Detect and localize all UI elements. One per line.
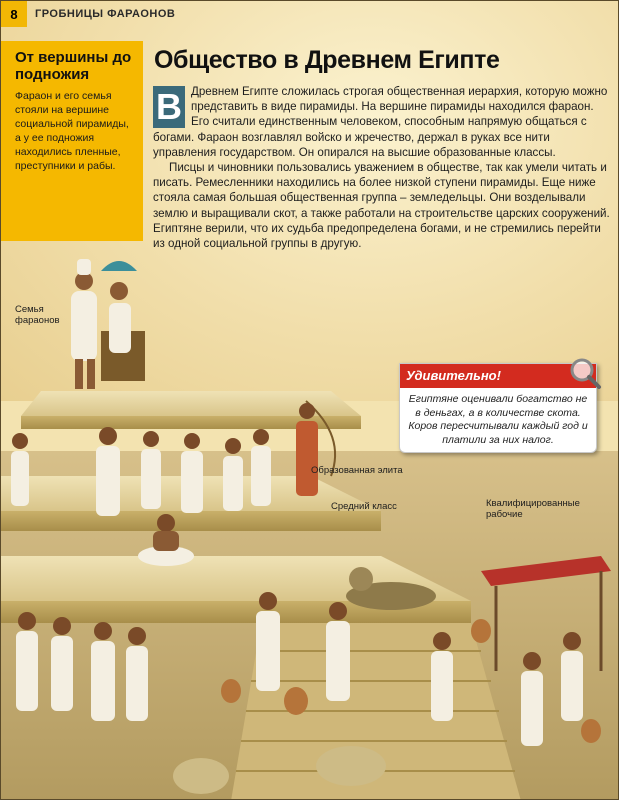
drop-cap: В xyxy=(153,86,185,128)
paragraph-2: Писцы и чиновники пользовались уважением в обществе, так как умели читать и писать. Ремесленники находились на более низкой ступени пирамиды. Еще ниже стояла самая большая общественная группа – земледельцы. Они возделывали землю и выращивали скот, а также работали на строительстве царских сооружений. Египтяне верили, что их судьба предопределена богами, и не стремились перейти из одной социальной группы в другую. xyxy=(153,161,610,251)
sidebar-title: От вершины до подножия xyxy=(15,49,132,83)
callout-text: Египтяне оценивали богатство не в деньгах, а в количестве скота. Коров пересчитывали каждый год и платили за них налог. xyxy=(408,393,588,446)
article-title: Общество в Древнем Египте xyxy=(154,46,500,74)
label-educated-elite: Образованная элита xyxy=(311,465,403,476)
label-skilled-workers: Квалифицированные рабочие xyxy=(486,498,580,520)
pharaoh-figures xyxy=(71,259,145,389)
page-header xyxy=(1,1,619,27)
magnifier-icon xyxy=(568,356,602,390)
page-number: 8 xyxy=(1,1,27,27)
label-pharaoh-family: Семья фараонов xyxy=(15,304,60,326)
section-title: ГРОБНИЦЫ ФАРАОНОВ xyxy=(35,8,176,20)
sidebar-text: Фараон и его семья стояли на вершине социальной пирамиды, а у ее подножия находились пленные, преступники и рабы. xyxy=(15,90,129,172)
paragraph-1 xyxy=(153,84,611,160)
article-body xyxy=(153,84,611,251)
callout-title-text: Удивительно! xyxy=(406,368,501,383)
sidebar-box xyxy=(1,41,143,241)
callout-title xyxy=(400,364,596,388)
label-middle-class: Средний класс xyxy=(331,501,397,512)
paragraph-1-text: Древнем Египте сложилась строгая общественная иерархия, которую можно представить в виде пирамиды. На вершине пирамиды находился фараон. Его считали единственным человеком, способным напрямую общаться с богами. Фараон возглавлял войско и жречество, держал в руках все нити управления государством. Он опирался на высшие образованные классы. xyxy=(153,85,608,159)
pyramid-illustration xyxy=(1,251,619,800)
callout-box xyxy=(399,363,597,453)
